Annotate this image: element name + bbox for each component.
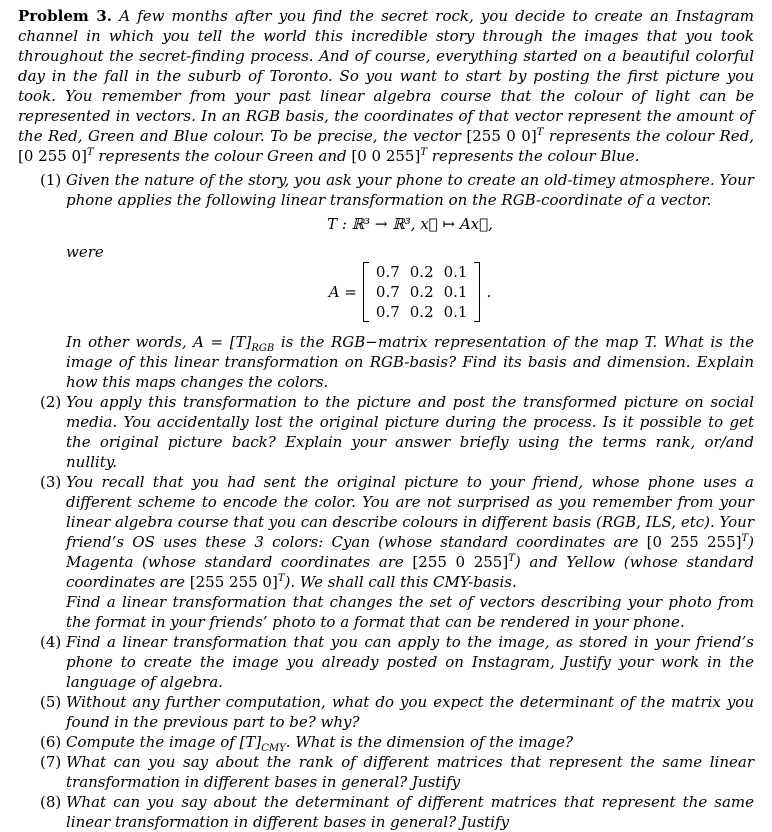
transpose-sup: T — [277, 573, 285, 584]
transpose-sup: T — [741, 533, 749, 544]
matrix-equation — [66, 262, 754, 322]
blue-text: represents the colour Blue. — [431, 147, 640, 165]
question-number: (4) — [40, 633, 62, 651]
question-text: Without any further computation, what do you expect the determinant of the matrix you found in the previous part to be? why? — [66, 693, 754, 731]
intro-text: A few months after you find the secret rock, you decide to create an Instagram channel in which you tell the world this incredible story through the images that you took throughout the secret-finding process. And of course, everything started on a beautiful colorful day in the fall in the suburb of Toronto. So you want to start by posting the first picture you took. You remember from your past linear algebra course that the colour of light can be represented in vectors. In an RGB basis, the coordinates of that vector represent the amount of the Red, Green and Blue colour. To be precise, the vector — [18, 7, 754, 145]
matrix-cell: 0.1 — [443, 263, 468, 281]
vector-blue: [0 0 255] — [351, 147, 421, 165]
question-6 — [18, 732, 754, 752]
question-number: (2) — [40, 393, 62, 411]
q3-text-a: You recall that you had sent the original picture to your friend, whose phone uses a different scheme to encode the color. You are not surprised as you remember from your linear algebra course that you can describe colours in different basis (RGB, ILS, etc). Your friend’s OS uses these 3 colors: Cyan (whose standard coordinates are — [66, 473, 754, 551]
problem-label: Problem 3. — [18, 7, 113, 25]
question-1 — [18, 170, 754, 392]
question-text: You apply this transformation to the picture and post the transformed picture on social media. You accidentally lost the original picture during the process. Is it possible to get the original picture back? Explain your answer briefly using the terms rank, or/and nullity. — [66, 393, 754, 471]
question-number: (7) — [40, 753, 62, 771]
vector-magenta: [255 0 255] — [412, 553, 509, 571]
question-text: What can you say about the determinant of different matrices that represent the same linear transformation in different bases in general? Justify — [66, 793, 754, 831]
question-followup — [66, 332, 754, 392]
question-number: (1) — [40, 171, 62, 189]
question-subtext: Find a linear transformation that changes the set of vectors describing your photo from the format in your friends’ photo to a format that can be rendered in your phone. — [66, 593, 754, 631]
q6-text-a: Compute the image of [T] — [66, 733, 262, 751]
question-number: (3) — [40, 473, 62, 491]
matrix-cell: 0.7 — [375, 283, 400, 301]
question-list — [18, 170, 754, 832]
question-4 — [18, 632, 754, 692]
question-text — [66, 472, 754, 592]
question-2 — [18, 392, 754, 472]
matrix-cell: 0.1 — [443, 283, 468, 301]
rgb-sub: RGB — [251, 343, 275, 354]
green-text: represents the colour Green and — [98, 147, 347, 165]
vector-yellow: [255 255 0] — [189, 573, 278, 591]
matrix-cell: 0.2 — [409, 283, 434, 301]
question-5 — [18, 692, 754, 732]
matrix-a — [363, 262, 481, 322]
question-text: Given the nature of the story, you ask your phone to create an old-timey atmosphere. Your phone applies the following linear transformation on the RGB-coordinate of a vector. — [66, 171, 754, 209]
matrix-end: . — [486, 283, 492, 301]
question-number: (6) — [40, 733, 62, 751]
matrix-row — [371, 282, 473, 302]
followup-b: is the RGB−matrix representation of the map T. What is the image of this linear transformation on RGB-basis? Find its basis and dimension. Explain how this maps changes the colors. — [66, 333, 754, 391]
matrix-row — [371, 262, 473, 282]
matrix-cell: 0.7 — [375, 263, 400, 281]
matrix-cell: 0.1 — [443, 303, 468, 321]
matrix-label: A = — [328, 283, 357, 301]
q6-text-b: . What is the dimension of the image? — [285, 733, 574, 751]
q3-text-c: ) and Yellow (whose standard coordinates are — [66, 553, 754, 591]
cmy-sub: CMY — [261, 743, 286, 754]
problem-intro — [18, 6, 754, 166]
red-text: represents the colour Red, — [548, 127, 755, 145]
matrix-cell: 0.2 — [409, 263, 434, 281]
question-text — [66, 732, 754, 752]
transpose-sup: T — [536, 127, 544, 138]
transpose-sup: T — [420, 147, 428, 158]
transpose-sup: T — [86, 147, 94, 158]
question-3 — [18, 472, 754, 632]
question-text: Find a linear transformation that you can apply to the image, as stored in your friend’s phone to create the image you already posted on Instagram, Justify your work in the language of algebra. — [66, 633, 754, 691]
vector-red: [255 0 0] — [466, 127, 537, 145]
q3-text-d: ). We shall call this CMY-basis. — [284, 573, 517, 591]
matrix-cell: 0.2 — [409, 303, 434, 321]
linear-map: T : ℝ³ → ℝ³, x⃗ ↦ Ax⃗, — [327, 215, 493, 233]
were-label: were — [66, 243, 104, 261]
question-8 — [18, 792, 754, 832]
matrix-row — [371, 302, 473, 322]
vector-green: [0 255 0] — [18, 147, 87, 165]
matrix-cell: 0.7 — [375, 303, 400, 321]
question-number: (5) — [40, 693, 62, 711]
q3-text-b: ) Magenta (whose standard coordinates are — [66, 533, 754, 571]
question-number: (8) — [40, 793, 62, 811]
question-7 — [18, 752, 754, 792]
vector-cyan: [0 255 255] — [646, 533, 742, 551]
transpose-sup: T — [508, 553, 515, 564]
followup-a: In other words, A = [T] — [66, 333, 252, 351]
question-text: What can you say about the rank of different matrices that represent the same linear transformation in different bases in general? Justify — [66, 753, 754, 791]
